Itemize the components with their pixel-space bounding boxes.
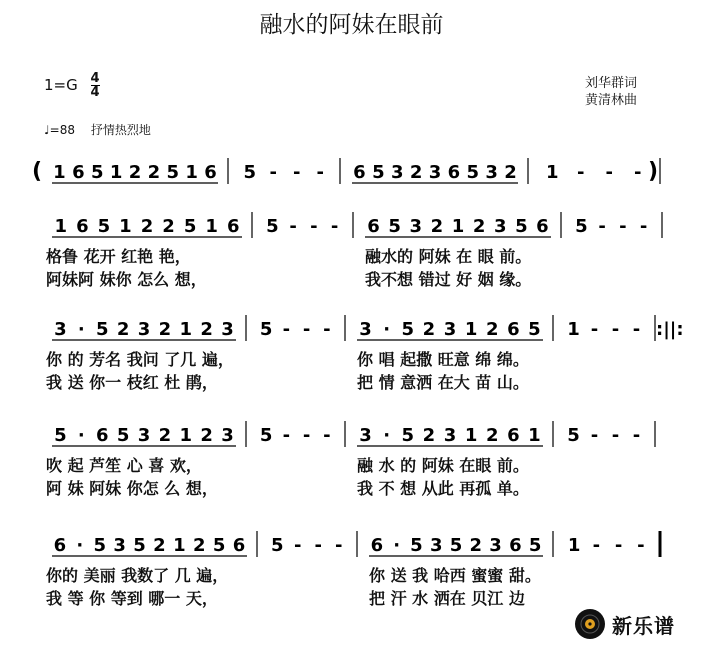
- note: 2: [162, 216, 175, 237]
- note: 3: [489, 535, 502, 556]
- note: 2: [153, 535, 166, 556]
- note: -: [282, 319, 291, 340]
- note: 5: [575, 216, 588, 237]
- note: 2: [158, 319, 172, 340]
- note: -: [323, 319, 331, 340]
- note: 6: [226, 216, 240, 237]
- repeat-open-paren: (: [32, 159, 43, 184]
- score-system: [52, 315, 684, 341]
- note: 5: [212, 535, 226, 556]
- note: 2: [472, 216, 486, 237]
- note: -: [330, 216, 339, 237]
- score-system: [52, 531, 660, 557]
- note: -: [289, 216, 297, 237]
- composer-credit: 黄清林曲: [585, 93, 638, 108]
- lyric-line: 格鲁 花开 红艳 艳，: [46, 247, 191, 266]
- note: 6: [447, 162, 461, 183]
- note: -: [605, 162, 613, 183]
- note: -: [639, 216, 648, 237]
- note: 5: [528, 319, 541, 340]
- page-title: 融水的阿妹在眼前: [259, 12, 444, 38]
- time-bottom: 4: [90, 85, 100, 100]
- note: -: [310, 216, 318, 237]
- note: 6: [72, 162, 85, 183]
- score-system: [52, 212, 662, 238]
- note: 5: [93, 535, 107, 556]
- note: 6: [353, 162, 366, 183]
- note: 3: [221, 319, 234, 340]
- note: 6: [95, 425, 109, 446]
- note: 6: [204, 162, 217, 183]
- note: 6: [507, 425, 520, 446]
- note: 5: [388, 216, 401, 237]
- score-system: [32, 158, 660, 184]
- note: -: [590, 425, 599, 446]
- note: 5: [133, 535, 146, 556]
- note: 3: [359, 319, 372, 340]
- note: -: [611, 425, 620, 446]
- note: 2: [147, 162, 161, 183]
- note: -: [632, 319, 641, 340]
- note: 2: [469, 535, 483, 556]
- note: 1: [451, 216, 465, 237]
- note: ·: [77, 425, 85, 446]
- note: 5: [270, 535, 284, 556]
- note: 1: [173, 535, 186, 556]
- note: 6: [232, 535, 246, 556]
- note: -: [316, 162, 324, 183]
- note: 3: [443, 319, 457, 340]
- note: 5: [95, 319, 109, 340]
- note: 6: [536, 216, 549, 237]
- lyric-line: 你 唱 起撒 旺意 绵 绵。: [357, 350, 529, 369]
- note: 3: [390, 162, 404, 183]
- note: 2: [504, 162, 517, 183]
- lyric-line: 阿 妹 阿妹 你怎 么 想，: [46, 479, 218, 498]
- note: 5: [97, 216, 111, 237]
- note: 1: [567, 535, 581, 556]
- repeat-close-paren: ): [648, 159, 659, 184]
- note: -: [282, 425, 291, 446]
- note: 5: [528, 535, 542, 556]
- note: 1: [464, 425, 478, 446]
- lyric-line: 融水的 阿妹 在 眼 前。: [365, 247, 532, 266]
- note: 2: [140, 216, 154, 237]
- note: -: [614, 535, 623, 556]
- note: 1: [528, 425, 541, 446]
- note: 2: [422, 425, 436, 446]
- note: 6: [367, 216, 380, 237]
- note: 2: [158, 425, 172, 446]
- lyricist-credit: 刘华群词: [585, 76, 638, 91]
- score-system: [52, 421, 655, 447]
- note: 1: [205, 216, 218, 237]
- note: -: [294, 535, 302, 556]
- note: ·: [76, 535, 84, 556]
- note: 6: [76, 216, 89, 237]
- note: -: [577, 162, 585, 183]
- note: 3: [359, 425, 372, 446]
- note: 3: [428, 162, 442, 183]
- note: 3: [137, 425, 151, 446]
- note: 2: [422, 319, 436, 340]
- note: 5: [166, 162, 180, 183]
- lyric-line: 吹 起 芦笙 心 喜 欢，: [46, 456, 202, 475]
- note: 1: [464, 319, 478, 340]
- note: 1: [119, 216, 132, 237]
- note: 5: [466, 162, 480, 183]
- note: 2: [485, 425, 499, 446]
- note: 5: [183, 216, 197, 237]
- note: 6: [370, 535, 384, 556]
- note: 3: [443, 425, 457, 446]
- lyric-line: 把 汗 水 洒在 贝江 边: [369, 589, 525, 608]
- note: 2: [409, 162, 423, 183]
- lyric-line: 你的 美丽 我数了 几 遍，: [46, 566, 229, 585]
- note: -: [592, 535, 601, 556]
- note: 5: [259, 425, 273, 446]
- note: 3: [54, 319, 67, 340]
- tempo-value: ♩=88: [44, 123, 75, 137]
- note: 1: [53, 162, 66, 183]
- note: 1: [567, 319, 580, 340]
- lyric-line: 你 的 芳名 我问 了几 遍，: [46, 350, 234, 369]
- note: 2: [485, 319, 499, 340]
- note: 5: [410, 535, 423, 556]
- note: 3: [137, 319, 151, 340]
- note: 1: [54, 216, 68, 237]
- note: -: [611, 319, 620, 340]
- note: 6: [507, 319, 520, 340]
- note: -: [637, 535, 645, 556]
- note: 5: [401, 319, 415, 340]
- time-top: 4: [90, 71, 100, 86]
- note: -: [314, 535, 322, 556]
- note: 2: [192, 535, 206, 556]
- note: 5: [401, 425, 415, 446]
- note: 5: [266, 216, 279, 237]
- lyric-line: 你 送 我 哈西 蜜蜜 甜。: [369, 566, 541, 585]
- note: 5: [372, 162, 385, 183]
- note: 5: [515, 216, 528, 237]
- logo-text: 新乐谱: [612, 613, 675, 638]
- note: -: [619, 216, 627, 237]
- note: ·: [383, 425, 391, 446]
- note: 2: [430, 216, 444, 237]
- note: 1: [179, 425, 193, 446]
- note: -: [293, 162, 301, 183]
- note: -: [335, 535, 343, 556]
- lyric-line: 把 情 意洒 在大 苗 山。: [357, 373, 529, 392]
- note: -: [302, 425, 311, 446]
- note: 3: [493, 216, 507, 237]
- note: ·: [383, 319, 391, 340]
- repeat-sign: :||:: [656, 319, 684, 340]
- note: 2: [200, 425, 213, 446]
- note: 3: [409, 216, 423, 237]
- record-icon: [574, 608, 606, 640]
- note: 5: [116, 425, 130, 446]
- note: 5: [567, 425, 580, 446]
- note: 6: [509, 535, 522, 556]
- note: 3: [221, 425, 234, 446]
- note: -: [323, 425, 331, 446]
- note: 1: [109, 162, 123, 183]
- note: -: [590, 319, 599, 340]
- key-label: 1=G: [44, 76, 78, 94]
- note: 2: [128, 162, 142, 183]
- site-logo: [574, 608, 675, 640]
- expression-text: 抒情热烈地: [90, 123, 151, 137]
- note: ·: [77, 319, 85, 340]
- note: 5: [90, 162, 104, 183]
- lyric-line: 我 不 想 从此 再孤 单。: [357, 479, 529, 498]
- note: -: [632, 425, 641, 446]
- lyric-line: 我 送 你一 枝红 杜 鹃，: [46, 373, 218, 392]
- note: 3: [429, 535, 443, 556]
- lyric-line: 我不想 错过 好 姻 缘。: [365, 270, 532, 289]
- note: 5: [259, 319, 273, 340]
- note: 6: [53, 535, 67, 556]
- note: 3: [113, 535, 126, 556]
- lyric-line: 阿妹阿 妹你 怎么 想，: [46, 270, 207, 289]
- note: -: [598, 216, 606, 237]
- note: 2: [116, 319, 130, 340]
- note: 5: [54, 425, 67, 446]
- note: -: [269, 162, 277, 183]
- note: -: [302, 319, 311, 340]
- note: 1: [545, 162, 559, 183]
- note: 5: [243, 162, 257, 183]
- note: 3: [485, 162, 498, 183]
- note: 2: [200, 319, 213, 340]
- note: 5: [449, 535, 463, 556]
- note: 1: [179, 319, 193, 340]
- note: ·: [393, 535, 401, 556]
- note: 1: [185, 162, 198, 183]
- note: -: [634, 162, 642, 183]
- lyric-line: 融 水 的 阿妹 在眼 前。: [357, 456, 529, 475]
- lyric-line: 我 等 你 等到 哪一 天，: [46, 589, 218, 608]
